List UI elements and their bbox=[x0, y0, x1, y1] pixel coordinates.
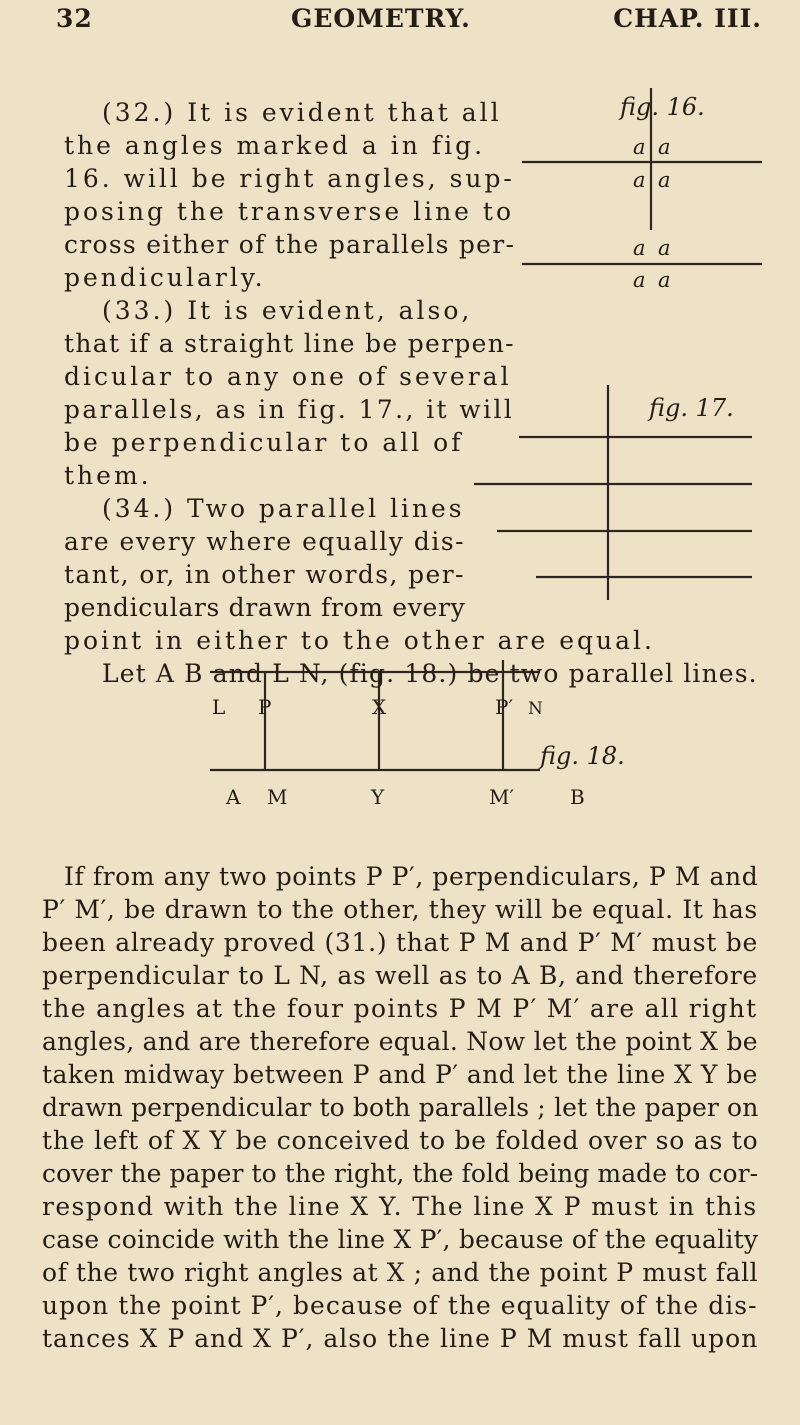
fig17-caption: fig. 17. bbox=[649, 394, 734, 422]
fig18-label-M-prime: M′ bbox=[489, 785, 515, 809]
text-line: If from any two points P P′, perpendiculars, P M and bbox=[64, 862, 759, 891]
text-line: been already proved (31.) that P M and P′ M′ must be bbox=[42, 928, 759, 957]
text-line: angles, and are therefore equal. Now let the point X be bbox=[42, 1027, 758, 1056]
fig16-angle-label: a bbox=[633, 268, 646, 292]
text-line: (32.) It is evident that all bbox=[102, 98, 502, 127]
chapter-label: CHAP. III. bbox=[613, 4, 762, 33]
text-line: (33.) It is evident, also, bbox=[102, 296, 473, 325]
running-title: GEOMETRY. bbox=[291, 4, 471, 33]
fig18-label-M: M bbox=[267, 785, 288, 809]
fig16-angle-label: a bbox=[658, 236, 671, 260]
text-line: the left of X Y be conceived to be folded over so as to bbox=[42, 1126, 759, 1155]
text-line: dicular to any one of several bbox=[64, 362, 512, 391]
fig18-label-P-prime: P′ bbox=[495, 695, 513, 719]
text-line: the angles at the four points P M P′ M′ are all right bbox=[42, 994, 758, 1023]
fig16-angle-label: a bbox=[658, 135, 671, 159]
text-line: P′ M′, be drawn to the other, they will be equal. It has bbox=[42, 895, 758, 924]
text-line: 16. will be right angles, sup- bbox=[64, 164, 515, 193]
fig18-label-B: B bbox=[570, 785, 585, 809]
fig18-label-A: A bbox=[226, 785, 241, 809]
text-line: Let A B and L N, (fig. 18.) be two parallel lines. bbox=[102, 659, 758, 688]
text-line: that if a straight line be perpen- bbox=[64, 329, 515, 358]
fig16-angle-label: a bbox=[633, 168, 646, 192]
text-line: cross either of the parallels per- bbox=[64, 230, 516, 259]
text-line: case coincide with the line X P′, because of the equality bbox=[42, 1225, 759, 1254]
fig18-caption: fig. 18. bbox=[540, 742, 625, 770]
text-line: (34.) Two parallel lines bbox=[102, 494, 465, 523]
text-line: perpendicular to L N, as well as to A B, and therefore bbox=[42, 961, 758, 990]
fig16-angle-label: a bbox=[633, 236, 646, 260]
fig18-label-Y: Y bbox=[371, 785, 385, 809]
text-line: are every where equally dis- bbox=[64, 527, 466, 556]
text-line: tances X P and X P′, also the line P M must fall upon bbox=[42, 1324, 759, 1353]
fig16-caption: fig. 16. bbox=[620, 93, 705, 121]
text-line: of the two right angles at X ; and the point P must fall bbox=[42, 1258, 759, 1287]
page-number: 32 bbox=[56, 4, 93, 33]
text-line: upon the point P′, because of the equality of the dis- bbox=[42, 1291, 758, 1320]
text-line: pendicularly. bbox=[64, 263, 266, 292]
text-line: them. bbox=[64, 461, 152, 490]
text-line: parallels, as in fig. 17., it will bbox=[64, 395, 515, 424]
fig18-label-P: P bbox=[258, 695, 272, 719]
text-line: tant, or, in other words, per- bbox=[64, 560, 465, 589]
text-line: taken midway between P and P′ and let the line X Y be bbox=[42, 1060, 758, 1089]
fig18-label-N: N bbox=[528, 699, 543, 719]
text-line: point in either to the other are equal. bbox=[64, 626, 655, 655]
text-line: be perpendicular to all of bbox=[64, 428, 464, 457]
text-line: drawn perpendicular to both parallels ; let the paper on bbox=[42, 1093, 759, 1122]
fig18-label-L: L bbox=[212, 695, 226, 719]
text-line: pendiculars drawn from every bbox=[64, 593, 466, 622]
text-line: the angles marked a in fig. bbox=[64, 131, 486, 160]
fig16-angle-label: a bbox=[658, 168, 671, 192]
fig16-angle-label: a bbox=[658, 268, 671, 292]
text-line: cover the paper to the right, the fold being made to cor- bbox=[42, 1159, 759, 1188]
text-line: posing the transverse line to bbox=[64, 197, 515, 226]
text-line: respond with the line X Y. The line X P must in this bbox=[42, 1192, 758, 1221]
fig18-label-X: X bbox=[372, 695, 387, 719]
fig16-angle-label: a bbox=[633, 135, 646, 159]
